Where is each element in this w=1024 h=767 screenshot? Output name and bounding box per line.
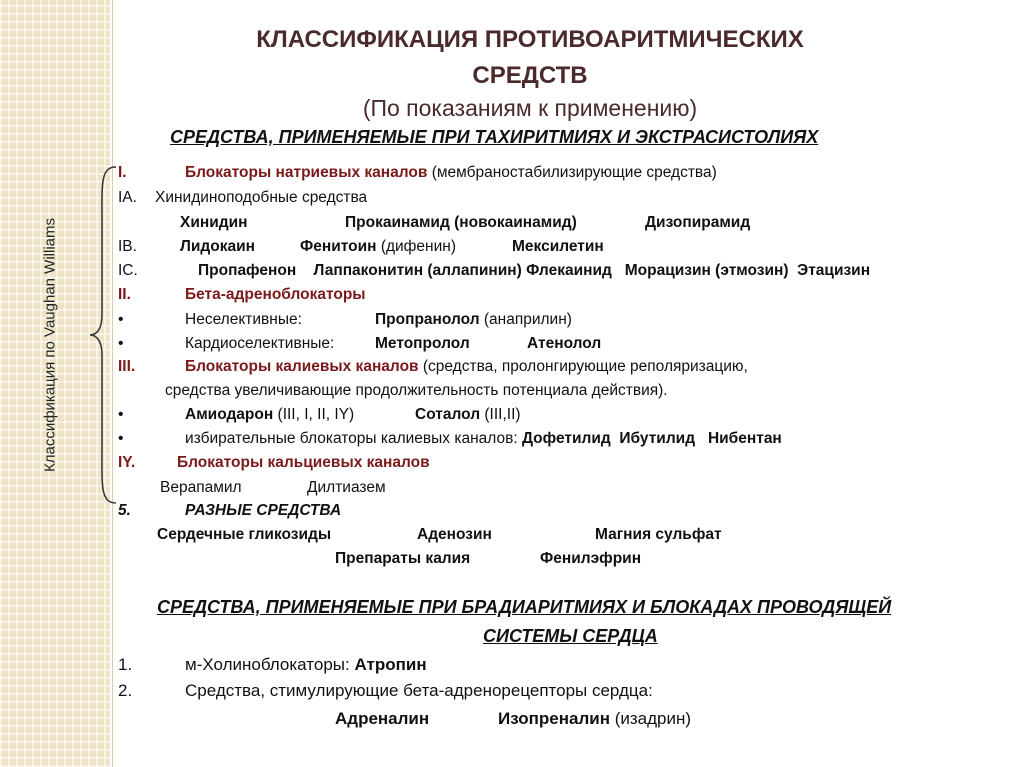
curly-brace-icon [88,165,118,505]
class-name: РАЗНЫЕ СРЕДСТВА [185,502,342,519]
class-name: Блокаторы кальциевых каналов [177,454,430,471]
class-name: Блокаторы натриевых каналов [185,164,428,181]
drug-name: Препараты калия [335,550,471,567]
section-brady-heading-line1: СРЕДСТВА, ПРИМЕНЯЕМЫЕ ПРИ БРАДИАРИТМИЯХ И БЛОКАДАХ ПРОВОДЯЩЕЙ [157,597,892,617]
drug-name: Прокаинамид (новокаинамид) [345,214,577,231]
page-title-line1: КЛАССИФИКАЦИЯ ПРОТИВОАРИТМИЧЕСКИХ [256,26,804,53]
drug-name: Мексилетин [512,238,604,255]
class-note: (мембраностабилизирующие средства) [431,164,717,181]
drug-list: Пропафенон Лаппаконитин (аллапинин) Флекаинид Морацизин (этмозин) Этацизин [198,262,871,279]
page-title-line2: СРЕДСТВ [472,62,588,89]
subclass-label: Хинидиноподобные средства [155,189,368,206]
drug-name: Атропин [354,655,427,674]
drug-note: (анаприлин) [483,311,572,328]
group-label: м-Холиноблокаторы: [185,655,350,674]
group-label: Кардиоселективные: [185,335,335,352]
class-number: I. [118,164,127,181]
drug-note: (дифенин) [380,238,456,255]
class-number: II. [118,286,131,303]
class-note-cont: средства увеличивающие продолжительность потенциала действия). [165,382,668,399]
drug-name: Амиодарон [185,406,274,423]
class-name: Блокаторы калиевых каналов [185,358,419,375]
group-label: Средства, стимулирующие бета-адренорецепторы сердца: [185,681,653,700]
drug-name: Лидокаин [180,238,255,255]
drug-note: (III,II) [484,406,521,423]
subclass-number: IC. [118,262,138,279]
drug-name: Аденозин [417,526,492,543]
drug-name: Фенилэфрин [540,550,642,567]
bullet: • [118,406,124,423]
group-label: Неселективные: [185,311,302,328]
side-label: Классификация по Vaughan Williams [41,218,59,472]
drug-name: Дизопирамид [645,214,751,231]
drug-list: Дофетилид Ибутилид Нибентан [521,430,782,447]
drug-name: Метопролол [375,335,470,352]
drug-name: Соталол [415,406,481,423]
drug-name: Сердечные гликозиды [157,526,332,543]
group-label: избирательные блокаторы калиевых каналов: [185,430,518,447]
drug-note: (изадрин) [614,709,692,728]
bullet: • [118,311,124,328]
drug-name: Фенитоин [300,238,377,255]
drug-name: Верапамил [160,479,242,496]
drug-name: Атенолол [527,335,602,352]
drug-name: Хинидин [180,214,248,231]
drug-name: Магния сульфат [595,526,722,543]
list-number: 2. [118,681,133,700]
bullet: • [118,430,124,447]
drug-name: Пропранолол [375,311,480,328]
class-number: III. [118,358,136,375]
section-brady-heading-line2: СИСТЕМЫ СЕРДЦА [483,626,658,646]
drug-name: Адреналин [335,709,430,728]
subclass-number: IA. [118,189,137,206]
list-number: 1. [118,655,133,674]
class-name: Бета-адреноблокаторы [185,286,366,303]
drug-name: Изопреналин [498,709,610,728]
class-note: (средства, пролонгирующие реполяризацию, [422,358,748,375]
section-tachy-heading: СРЕДСТВА, ПРИМЕНЯЕМЫЕ ПРИ ТАХИРИТМИЯХ И ЭКСТРАСИСТОЛИЯХ [170,127,819,147]
subclass-number: IB. [118,238,137,255]
page-subtitle: (По показаниям к применению) [362,95,698,121]
drug-name: Дилтиазем [307,479,386,496]
class-number: 5. [118,502,131,519]
drug-note: (III, I, II, IY) [277,406,355,423]
bullet: • [118,335,124,352]
class-number: IY. [118,454,136,471]
